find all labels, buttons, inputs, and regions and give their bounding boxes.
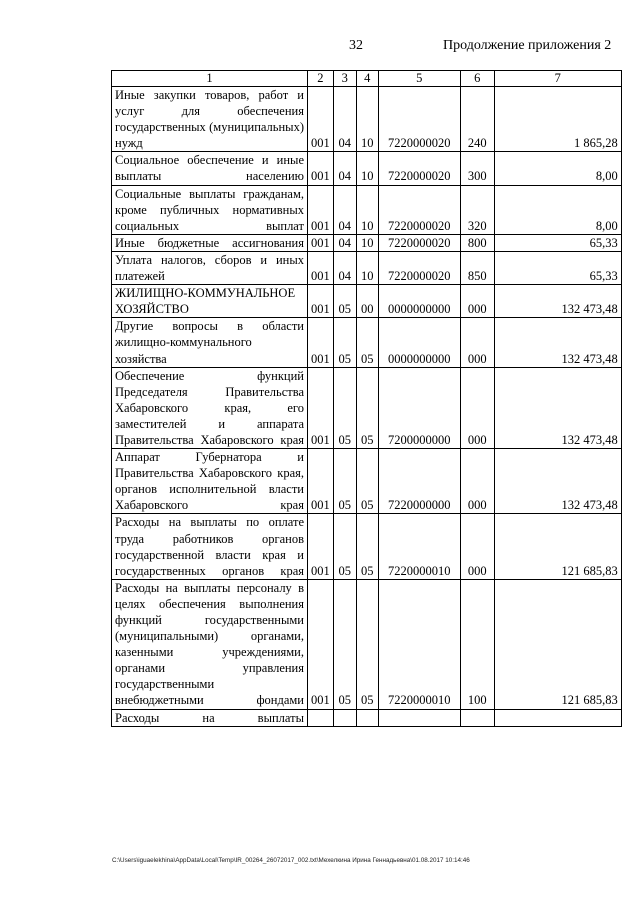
row-name: Социальное обеспечение и иные выплаты населению xyxy=(112,152,308,185)
cell-subsection: 05 xyxy=(356,449,378,514)
cell-ministry: 001 xyxy=(308,234,334,251)
table-row xyxy=(112,185,622,234)
cell-expense-type: 300 xyxy=(460,152,494,185)
cell-expense-type: 000 xyxy=(460,449,494,514)
cell-target-item: 7200000000 xyxy=(378,367,460,448)
file-path-footer: C:\Users\iguaelekhina\AppData\Local\Temp\IR_00264_26072017_002.txt\Мехелкина Ирина Геннадьевна\01.08.2017 10:14:46 xyxy=(112,857,470,864)
cell-amount: 8,00 xyxy=(494,152,621,185)
cell-ministry: 001 xyxy=(308,87,334,152)
table-row xyxy=(112,449,622,514)
cell-expense-type: 000 xyxy=(460,367,494,448)
cell-subsection: 10 xyxy=(356,152,378,185)
cell-expense-type xyxy=(460,709,494,726)
cell-section: 04 xyxy=(333,251,356,284)
cell-section: 04 xyxy=(333,152,356,185)
cell-ministry: 001 xyxy=(308,185,334,234)
cell-ministry: 001 xyxy=(308,514,334,579)
cell-amount: 65,33 xyxy=(494,251,621,284)
table-row xyxy=(112,87,622,152)
cell-target-item: 7220000020 xyxy=(378,185,460,234)
cell-amount: 132 473,48 xyxy=(494,285,621,318)
row-name: Расходы на выплаты персоналу в целях обеспечения выполнения функций государственными (муниципальными) органами, казенными учреждениями, органами управления государственными внебюджетными фондами xyxy=(112,579,308,709)
cell-amount xyxy=(494,709,621,726)
cell-amount: 121 685,83 xyxy=(494,514,621,579)
cell-target-item: 0000000000 xyxy=(378,318,460,367)
cell-subsection: 00 xyxy=(356,285,378,318)
cell-amount: 132 473,48 xyxy=(494,318,621,367)
cell-target-item: 7220000020 xyxy=(378,251,460,284)
cell-section xyxy=(333,709,356,726)
cell-section: 04 xyxy=(333,87,356,152)
cell-section: 05 xyxy=(333,367,356,448)
table-row xyxy=(112,709,622,726)
cell-subsection: 10 xyxy=(356,87,378,152)
cell-target-item: 7220000020 xyxy=(378,87,460,152)
budget-table xyxy=(111,70,622,727)
cell-subsection xyxy=(356,709,378,726)
cell-section: 04 xyxy=(333,185,356,234)
cell-ministry: 001 xyxy=(308,285,334,318)
cell-ministry: 001 xyxy=(308,251,334,284)
cell-amount: 65,33 xyxy=(494,234,621,251)
page-number: 32 xyxy=(349,38,363,53)
cell-target-item: 7220000000 xyxy=(378,449,460,514)
cell-subsection: 05 xyxy=(356,514,378,579)
row-name: Аппарат Губернатора и Правительства Хабаровского края, органов исполнительной власти Хабаровского края xyxy=(112,449,308,514)
column-header-4: 4 xyxy=(356,71,378,87)
cell-section: 04 xyxy=(333,234,356,251)
table-row xyxy=(112,234,622,251)
cell-subsection: 10 xyxy=(356,251,378,284)
cell-expense-type: 240 xyxy=(460,87,494,152)
cell-section: 05 xyxy=(333,285,356,318)
table-row xyxy=(112,285,622,318)
cell-section: 05 xyxy=(333,449,356,514)
table-row xyxy=(112,152,622,185)
column-header-7: 7 xyxy=(494,71,621,87)
row-name: Иные бюджетные ассигнования xyxy=(112,234,308,251)
cell-ministry: 001 xyxy=(308,367,334,448)
cell-expense-type: 850 xyxy=(460,251,494,284)
cell-section: 05 xyxy=(333,514,356,579)
cell-ministry: 001 xyxy=(308,579,334,709)
cell-ministry: 001 xyxy=(308,318,334,367)
cell-section: 05 xyxy=(333,318,356,367)
column-header-2: 2 xyxy=(308,71,334,87)
cell-section: 05 xyxy=(333,579,356,709)
table-row xyxy=(112,579,622,709)
cell-subsection: 10 xyxy=(356,234,378,251)
cell-ministry: 001 xyxy=(308,152,334,185)
cell-expense-type: 320 xyxy=(460,185,494,234)
cell-subsection: 05 xyxy=(356,367,378,448)
cell-target-item xyxy=(378,709,460,726)
column-header-5: 5 xyxy=(378,71,460,87)
cell-subsection: 05 xyxy=(356,579,378,709)
cell-expense-type: 000 xyxy=(460,285,494,318)
cell-expense-type: 000 xyxy=(460,514,494,579)
row-name: Иные закупки товаров, работ и услуг для обеспечения государственных (муниципальных) нужд xyxy=(112,87,308,152)
continuation-label: Продолжение приложения 2 xyxy=(443,38,612,53)
row-name: Расходы на выплаты xyxy=(112,709,308,726)
cell-target-item: 7220000010 xyxy=(378,514,460,579)
cell-amount: 132 473,48 xyxy=(494,449,621,514)
cell-amount: 132 473,48 xyxy=(494,367,621,448)
table-row xyxy=(112,514,622,579)
cell-target-item: 7220000020 xyxy=(378,152,460,185)
cell-target-item: 0000000000 xyxy=(378,285,460,318)
cell-amount: 121 685,83 xyxy=(494,579,621,709)
row-name: Обеспечение функций Председателя Правительства Хабаровского края, его заместителей и аппарата Правительства Хабаровского края xyxy=(112,367,308,448)
cell-expense-type: 100 xyxy=(460,579,494,709)
column-header-1: 1 xyxy=(112,71,308,87)
cell-ministry: 001 xyxy=(308,449,334,514)
table-row xyxy=(112,367,622,448)
row-name: Уплата налогов, сборов и иных платежей xyxy=(112,251,308,284)
column-header-6: 6 xyxy=(460,71,494,87)
header-row xyxy=(112,71,622,87)
cell-subsection: 10 xyxy=(356,185,378,234)
table-row xyxy=(112,318,622,367)
cell-amount: 8,00 xyxy=(494,185,621,234)
cell-amount: 1 865,28 xyxy=(494,87,621,152)
column-header-3: 3 xyxy=(333,71,356,87)
row-name: Другие вопросы в области жилищно-коммунального хозяйства xyxy=(112,318,308,367)
row-name: ЖИЛИЩНО-КОММУНАЛЬНОЕ ХОЗЯЙСТВО xyxy=(112,285,308,318)
cell-target-item: 7220000010 xyxy=(378,579,460,709)
cell-expense-type: 800 xyxy=(460,234,494,251)
cell-subsection: 05 xyxy=(356,318,378,367)
row-name: Социальные выплаты гражданам, кроме публичных нормативных социальных выплат xyxy=(112,185,308,234)
row-name: Расходы на выплаты по оплате труда работников органов государственной власти края и государственных органов края xyxy=(112,514,308,579)
table-row xyxy=(112,251,622,284)
cell-target-item: 7220000020 xyxy=(378,234,460,251)
cell-expense-type: 000 xyxy=(460,318,494,367)
cell-ministry xyxy=(308,709,334,726)
